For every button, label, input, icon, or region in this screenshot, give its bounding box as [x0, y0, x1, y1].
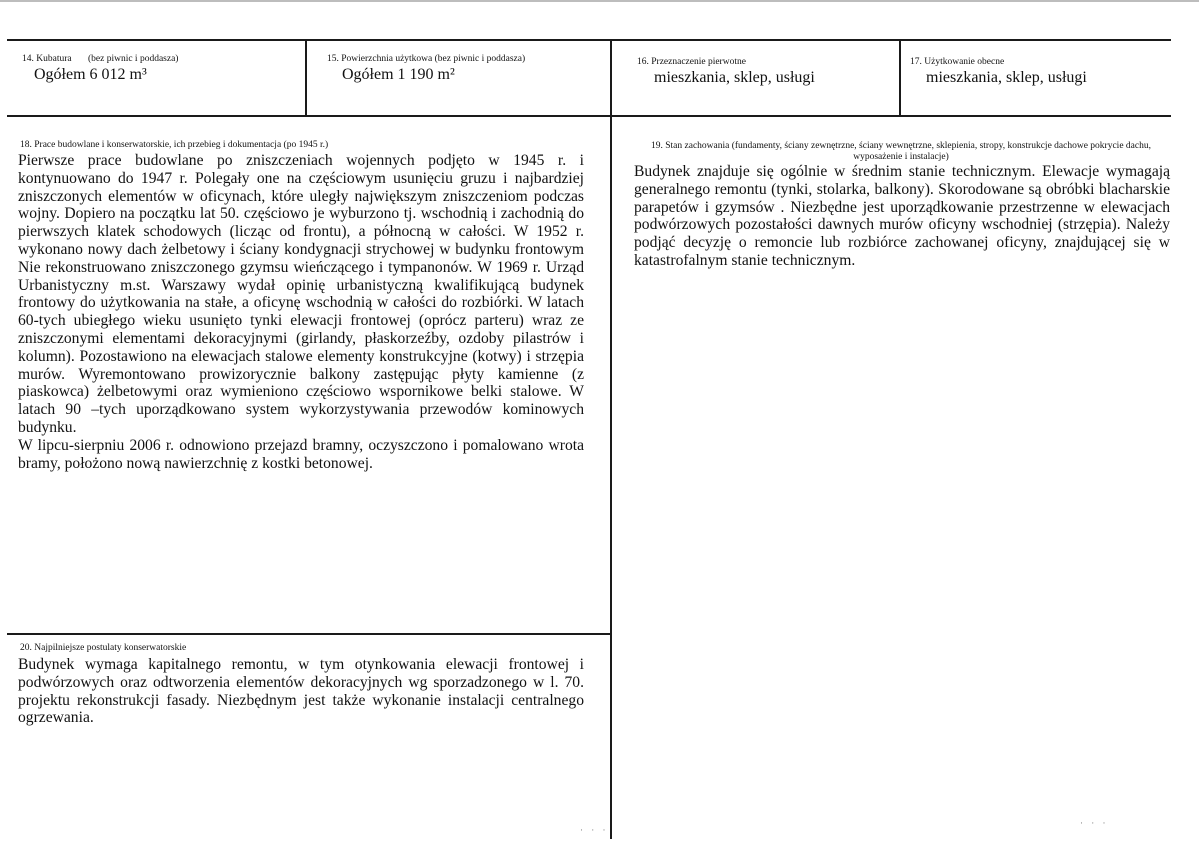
scan-speck: · · · — [580, 825, 609, 835]
table-top-border — [7, 39, 1171, 41]
field-20-text — [18, 656, 584, 727]
field-20-paragraph: Budynek wymaga kapitalnego remontu, w tym otynkowania elewacji frontowej i podwórzowych oraz odtworzenia elementów dekoracyjnych wg sporzadzonego w l. 70. projektu rekonstrukcji fasady. Niezbędnym jest także wykonanie instalacji centralnego ogrzewania. — [18, 656, 584, 727]
col-divider-3 — [899, 39, 901, 117]
field-16-label: 16. Przeznaczenie pierwotne — [637, 57, 746, 67]
col-divider-1 — [305, 39, 307, 117]
field-14-label-note: (bez piwnic i poddasza) — [87, 54, 179, 64]
row-divider-1 — [7, 115, 1171, 117]
field-14-label — [22, 53, 178, 65]
field-19-label: 19. Stan zachowania (fundamenty, ściany zewnętrzne, ściany wewnętrzne, sklepienia, stropy, konstrukcje dachowe pokrycie dachu, wyposażenie i instalacje) — [651, 141, 1151, 162]
field-16-value: mieszkania, sklep, usługi — [654, 69, 815, 86]
field-14-label-main: 14. Kubatura — [22, 54, 72, 64]
field-18-text — [18, 152, 584, 472]
field-15-label: 15. Powierzchnia użytkowa (bez piwnic i poddasza) — [327, 54, 526, 64]
field-20-label: 20. Najpilniejsze postulaty konserwatorskie — [20, 643, 187, 653]
row-divider-section20 — [7, 633, 612, 635]
field-15-value: Ogółem 1 190 m² — [342, 66, 455, 83]
page-top-edge — [0, 0, 1199, 2]
scan-speck: · · · — [1080, 818, 1109, 828]
field-17-value: mieszkania, sklep, usługi — [926, 69, 1087, 86]
col-divider-main — [610, 39, 612, 839]
field-19-paragraph: Budynek znajduje się ogólnie w średnim stanie technicznym. Elewacje wymagają generalnego remontu (tynki, stolarka, balkony). Skorodowane są obróbki blacharskie parapetów i gzymsów . Niezbędne jest uporządkowanie przestrzenne w elewacjach podwórzowych pozostałości dawnych murów oficyny wschodniej (strzępia). Należy podjąć decyzję o remoncie lub rozbiórce zachowanej oficyny, znajdującej się w katastrofalnym stanie technicznym. — [634, 163, 1170, 269]
field-18-paragraph-1: Pierwsze prace budowlane po zniszczeniach wojennych podjęto w 1945 r. i kontynuowano do 1947 r. Polegały one na częściowym usunięciu gruzu i najbardziej zniszczonych elementów w oficynach, które uległy największym zniszczeniom podczas wojny. Dopiero na początku lat 50. częściowo je wyburzono tj. wschodnią i zachodnią do pierwszych klatek schodowych (licząc od frontu), a północną w całości. W 1952 r. wykonano nowy dach żelbetowy i ściany kondygnacji strychowej w budynku frontowym Nie rekonstruowano zniszczonego gzymsu wieńczącego i tympanonów. W 1969 r. Urząd Urbanistyczny m.st. Warszawy wydał opinię urbanistyczną kwalifikującą budynek frontowy do użytkowania na stałe, a oficynę wschodnią w całości do rozbiórki. W latach 60-tych ubiegłego wieku usunięto tynki elewacji frontowej (oprócz parteru) wraz ze zniszczonymi elementami dekoracyjnymi (girlandy, płaskorzeźby, ozdoby pilastrów i kolumn). Pozostawiono na elewacjach stalowe elementy konstrukcyjne (kotwy) i strzępia murów. Wyremontowano prowizorycznie balkony zastępując płyty kamienne (z piaskowca) żelbetowymi oraz wymieniono częściowo wspornikowe belki stalowe. W latach 90 –tych uporządkowano system wykorzystywania przewodów kominowych budynku. — [18, 152, 584, 436]
field-18-paragraph-2: W lipcu-sierpniu 2006 r. odnowiono przejazd bramny, oczyszczono i pomalowano wrota bramy, położono nową nawierzchnię z kostki betonowej. — [18, 436, 584, 472]
field-14-value: Ogółem 6 012 m³ — [34, 66, 147, 83]
field-18-label: 18. Prace budowlane i konserwatorskie, ich przebieg i dokumentacja (po 1945 r.) — [20, 140, 329, 150]
field-19-text — [634, 163, 1170, 270]
field-17-label: 17. Użytkowanie obecne — [910, 57, 1005, 67]
